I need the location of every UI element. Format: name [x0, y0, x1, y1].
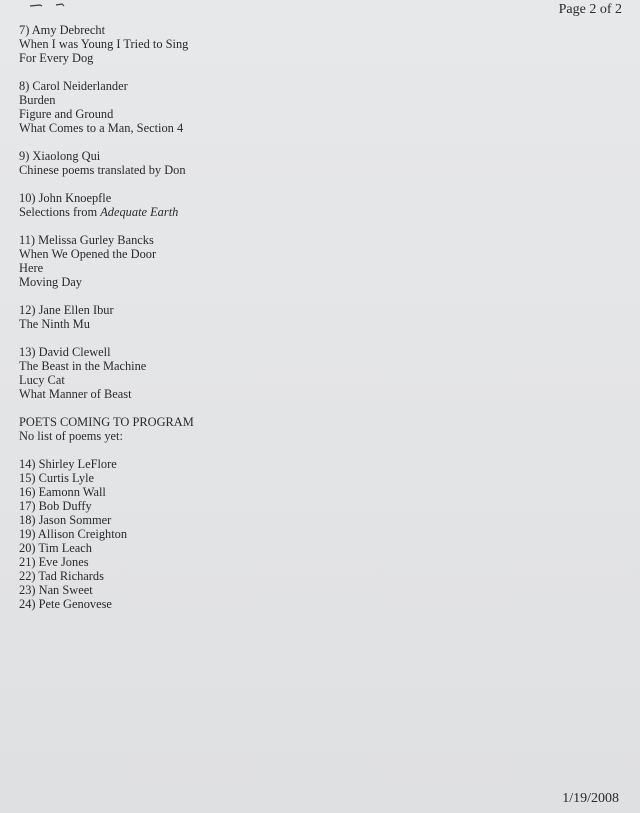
book-title: Adequate Earth — [100, 205, 179, 219]
poem-title: Chinese poems translated by Don — [19, 163, 186, 177]
pen-mark-icon — [28, 2, 70, 8]
poem-title: Burden — [19, 93, 56, 107]
poet-name: 12) Jane Ellen Ibur — [19, 303, 114, 317]
poet-list — [19, 23, 439, 625]
list-item: 24) Pete Genovese — [19, 597, 112, 611]
poem-title — [19, 205, 439, 219]
poet-name: 10) John Knoepfle — [19, 191, 112, 205]
entry-12 — [19, 303, 439, 331]
poem-title: The Beast in the Machine — [19, 359, 147, 373]
list-item: 18) Jason Sommer — [19, 513, 112, 527]
entry-9 — [19, 149, 439, 177]
document-date: 1/19/2008 — [562, 791, 619, 806]
selections-prefix: Selections from — [19, 205, 101, 219]
list-item: 17) Bob Duffy — [19, 499, 92, 513]
poem-title: What Comes to a Man, Section 4 — [19, 121, 184, 135]
poet-name: 7) Amy Debrecht — [19, 23, 106, 37]
poet-name: 9) Xiaolong Qui — [19, 149, 101, 163]
list-item: 22) Tad Richards — [19, 569, 104, 583]
section-heading: POETS COMING TO PROGRAM — [19, 415, 194, 429]
coming-poets-list — [19, 457, 439, 611]
list-item: 20) Tim Leach — [19, 541, 92, 555]
list-item: 21) Eve Jones — [19, 555, 89, 569]
poem-title: For Every Dog — [19, 51, 94, 65]
poet-name: 13) David Clewell — [19, 345, 111, 359]
list-item: 16) Eamonn Wall — [19, 485, 106, 499]
list-item: 15) Curtis Lyle — [19, 471, 95, 485]
entry-7 — [19, 23, 439, 65]
list-item: 23) Nan Sweet — [19, 583, 93, 597]
list-item: 19) Allison Creighton — [19, 527, 128, 541]
section-subheading: No list of poems yet: — [19, 429, 123, 443]
list-item: 14) Shirley LeFlore — [19, 457, 117, 471]
poet-name: 8) Carol Neiderlander — [19, 79, 128, 93]
poet-name: 11) Melissa Gurley Bancks — [19, 233, 154, 247]
page-number: Page 2 of 2 — [558, 2, 622, 17]
poem-title: When I was Young I Tried to Sing — [19, 37, 189, 51]
entry-8 — [19, 79, 439, 135]
entry-11 — [19, 233, 439, 289]
poem-title: Moving Day — [19, 275, 82, 289]
entry-13 — [19, 345, 439, 401]
poem-title: Figure and Ground — [19, 107, 114, 121]
poem-title: Lucy Cat — [19, 373, 65, 387]
poem-title: What Manner of Beast — [19, 387, 132, 401]
poem-title: Here — [19, 261, 44, 275]
poem-title: The Ninth Mu — [19, 317, 90, 331]
coming-section-header — [19, 415, 439, 443]
poem-title: When We Opened the Door — [19, 247, 157, 261]
entry-10 — [19, 191, 439, 219]
